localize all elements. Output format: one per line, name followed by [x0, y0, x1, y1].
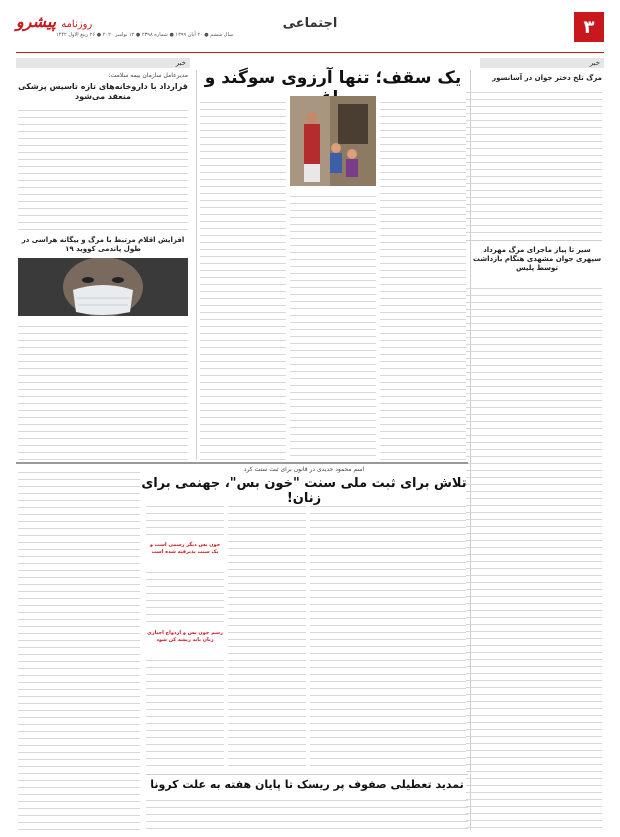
page-header — [16, 12, 604, 46]
right-story1-title: مرگ تلخ دختر جوان در آسانسور — [492, 74, 602, 82]
right-story2-body — [466, 282, 602, 830]
section-title: اجتماعی — [282, 16, 338, 31]
issue-line: سال ششم ● ۲۰ آبان ۱۳۹۹ ● شماره ۲۳۹۸ ● ۱۲ نوامبر ۲۰۲۰ ● ۲۶ ربیع الاول ۱۴۴۲ — [56, 32, 234, 38]
column-divider — [196, 70, 197, 460]
main-story-col2 — [290, 190, 376, 460]
right-divider — [466, 240, 602, 241]
band-story-col2 — [228, 500, 306, 770]
band-story-col3b — [146, 566, 224, 626]
left-column-label: خبر — [16, 58, 190, 68]
band-pull-quote-2: رسم خون بس و ازدواج اجباری زنان باید ریشه کن شود — [147, 630, 223, 643]
main-story-col3 — [200, 96, 286, 460]
band-story-col3c — [146, 654, 224, 770]
band-story-col1 — [310, 500, 466, 770]
right-story2-title: سیر تا پیاز ماجرای مرگ مهرداد سپهری جوان مشهدی هنگام بازداشت توسط پلیس — [472, 246, 602, 272]
left-story-photo — [18, 258, 188, 316]
logo-subtitle: روزنامه — [61, 19, 93, 30]
page-number-badge: ۳ — [574, 12, 604, 42]
band-story-col3a — [146, 500, 224, 540]
band-top-rule — [16, 462, 468, 464]
masked-man-illustration — [18, 258, 188, 316]
main-story-photo — [290, 96, 376, 186]
main-story-col1 — [380, 96, 466, 460]
left-story-title: افزایش اقلام مرتبط با مرگ و بیگانه هراسی در طول پاندمی کووید ۱۹ — [21, 236, 185, 253]
left-top-title: قرارداد با داروخانه‌های تازه تاسیس پزشکی منعقد می‌شود — [18, 82, 188, 101]
right-column-label: خبر — [480, 58, 604, 68]
family-photo-illustration — [290, 96, 376, 186]
bottom-headline: تمدید تعطیلی صفوف پر ریسک تا پایان هفته به علت کرونا — [150, 778, 464, 791]
main-headline: یک سقف؛ تنها آرزوی سوگند و — [204, 68, 462, 88]
bottom-story-rule — [146, 774, 468, 775]
header-rule — [16, 52, 604, 53]
band-kicker: اسم محمود حدیدی در قانون برای ثبت سنت کرد — [243, 466, 365, 473]
band-pull-quote-1: خون بس دیگر رسمی است و یک سنت پذیرفته شده است — [149, 542, 221, 555]
masthead — [16, 12, 166, 44]
bottom-story-body — [146, 794, 468, 830]
logo: پیشرو — [16, 12, 57, 31]
left-top-kicker: مدیرعامل سازمان بیمه سلامت: — [108, 72, 188, 79]
left-lower-body — [18, 466, 140, 830]
left-top-body — [18, 104, 188, 234]
band-headline: تلاش برای ثبت ملی سنت "خون بس"، جهنمی برای زنان! — [141, 476, 467, 506]
right-story1-body — [466, 86, 602, 236]
band-quote-column — [146, 500, 224, 770]
left-story-body — [18, 320, 188, 460]
